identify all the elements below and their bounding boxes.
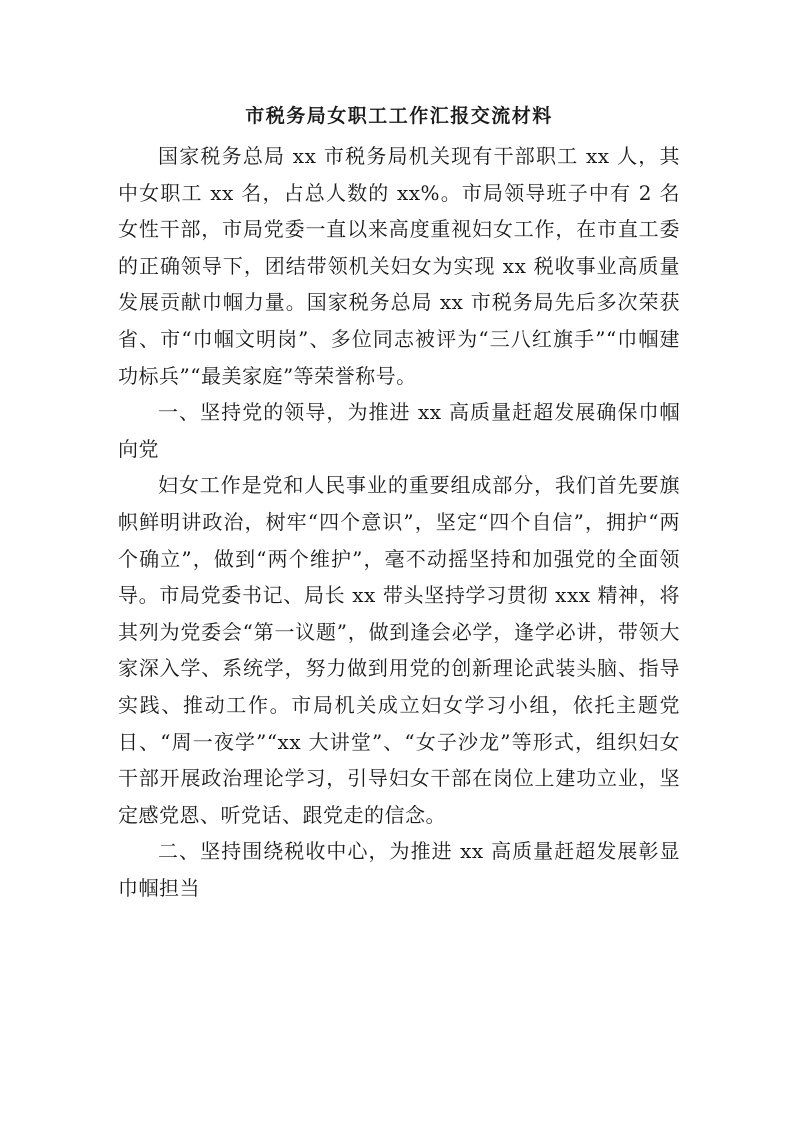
section-heading-1: 一、坚持党的领导，为推进 xx 高质量赶超发展确保巾帼向党: [118, 400, 680, 461]
document-title: 市税务局女职工工作汇报交流材料: [245, 105, 553, 127]
intro-paragraph: 国家税务总局 xx 市税务局机关现有干部职工 xx 人，其中女职工 xx 名，占总人数的 xx%。市局领导班子中有 2 名女性干部，市局党委一直以来高度重视妇女工作，在市直工委的正确领导下，团结带领机关妇女为实现 xx 税收事业高质量发展贡献巾帼力量。国家税务总局 xx 市税务局先后多次荣获省、市“巾帼文明岗”、多位同志被评为“三八红旗手”“巾帼建功标兵”“最美家庭”等荣誉称号。: [118, 144, 680, 388]
section-1-paragraph: 妇女工作是党和人民事业的重要组成部分，我们首先要旗帜鲜明讲政治，树牢“四个意识”，坚定“四个自信”，拥护“两个确立”，做到“两个维护”，毫不动摇坚持和加强党的全面领导。市局党委书记、局长 xx 带头坚持学习贯彻 xxx 精神，将其列为党委会“第一议题”，做到逢会必学，逢学必讲，带领大家深入学、系统学，努力做到用党的创新理论武装头脑、指导实践、推动工作。市局机关成立妇女学习小组，依托主题党日、“周一夜学”“xx 大讲堂”、“女子沙龙”等形式，组织妇女干部开展政治理论学习，引导妇女干部在岗位上建功立业，坚定感党恩、听党话、跟党走的信念。: [118, 473, 680, 827]
document-page: [118, 0, 680, 1122]
document-body: [118, 138, 680, 906]
section-heading-2: 二、坚持围绕税收中心，为推进 xx 高质量赶超发展彰显巾帼担当: [118, 839, 680, 900]
